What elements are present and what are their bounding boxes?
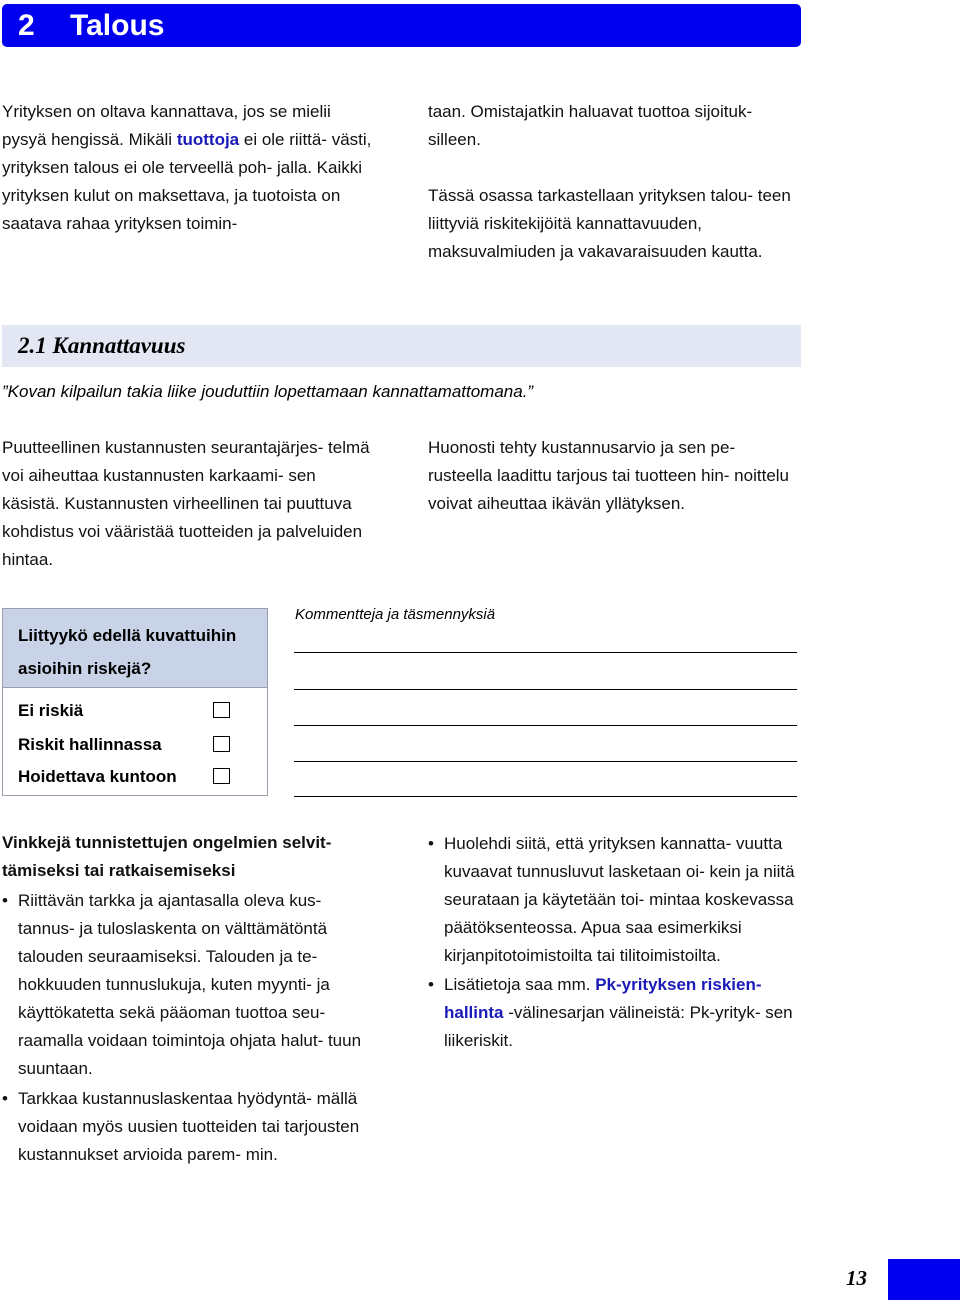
hints-left-list: [2, 887, 374, 1169]
comment-line[interactable]: [294, 652, 797, 653]
quote: ”Kovan kilpailun takia liike jouduttiin lopettamaan kannattamattomana.”: [2, 382, 534, 401]
list-item: • Riittävän tarkka ja ajantasalla oleva kus- tannus- ja tuloslaskenta on välttämätöntä talouden seuraamiseksi. Talouden ja te- hokkuuden tunnuslukuja, kuten myynti- ja käyttökatetta sekä pääoman tuottoa seu- raamalla voidaan toimintoja ohjata halut- tuun suuntaan.: [2, 887, 374, 1083]
list-item: • Lisätietoja saa mm. Pk-yrityksen riskien- hallinta -välinesarjan välineistä: Pk-yrityk- sen liikeriskit.: [428, 971, 800, 1055]
tuottoja-link[interactable]: tuottoja: [176, 130, 240, 149]
option-label-no-risk: Ei riskiä: [18, 701, 84, 720]
page-tab-marker: [888, 1259, 960, 1300]
risk-checklist: [2, 608, 268, 796]
hints-right-column: [428, 830, 800, 1055]
checkbox-no-risk[interactable]: [213, 702, 230, 718]
comment-line[interactable]: [294, 689, 797, 690]
pk-riskienhallinta-link[interactable]: Pk-yrityksen riskien- hallinta: [444, 975, 762, 1022]
hints-left-column: [2, 829, 374, 1169]
option-label-needs-fixing: Hoidettava kuntoon: [18, 767, 177, 786]
section-heading-bar: [2, 325, 801, 367]
comment-line[interactable]: [294, 796, 797, 797]
intro-right-column: [428, 98, 800, 266]
intro-right-paragraph-1: taan. Omistajatkin haluavat tuottoa sijoituk- silleen.: [428, 102, 753, 149]
intro-left-paragraph: Yrityksen on oltava kannattava, jos se mielii pysyä hengissä. Mikäli tuottoja ei ole riittä- västi, yrityksen talous ei ole terveellä poh- jalla. Kaikki yrityksen kulut on maksettava, ja tuotoista on saatava rahaa yrityksen toimin-: [2, 102, 372, 233]
body-right-paragraph: Huonosti tehty kustannusarvio ja sen pe- rusteella laadittu tarjous tai tuotteen hin- noittelu voivat aiheuttaa ikävän yllätyksen.: [428, 438, 790, 513]
hints-right-list: [428, 830, 800, 1055]
list-item: • Huolehdi siitä, että yrityksen kannatta- vuutta kuvaavat tunnusluvut lasketaan oi- kein ja niitä seurataan ja käytetään toi- mintaa koskevassa päätöksenteossa. Apua saa esimerkiksi kirjanpitotoimistoilta tai tilitoimistoilta.: [428, 830, 800, 970]
chapter-title: Talous: [70, 9, 165, 42]
comment-line[interactable]: [294, 761, 797, 762]
checkbox-needs-fixing[interactable]: [213, 768, 230, 784]
comment-line[interactable]: [294, 725, 797, 726]
intro-right-paragraph-2: Tässä osassa tarkastellaan yrityksen talou- teen liittyviä riskitekijöitä kannattavuuden, maksuvalmiuden ja vakavaraisuuden kautta.: [428, 186, 791, 261]
hints-title: Vinkkejä tunnistettujen ongelmien selvit- tämiseksi tai ratkaisemiseksi: [2, 833, 332, 880]
body-left-paragraph: Puutteellinen kustannusten seurantajärjes- telmä voi aiheuttaa kustannusten karkaami- sen käsistä. Kustannusten virheellinen tai puuttuva kohdistus voi vääristää tuotteiden ja palveluiden hintaa.: [2, 438, 370, 569]
chapter-number: 2: [18, 9, 35, 42]
checkbox-risks-managed[interactable]: [213, 736, 230, 752]
section-title: 2.1 Kannattavuus: [18, 333, 186, 358]
page-number: 13: [846, 1266, 867, 1290]
risk-question: Liittyykö edellä kuvattuihin asioihin riskejä?: [18, 626, 237, 678]
risk-question-header: [3, 609, 267, 688]
comments-label: Kommentteja ja täsmennyksiä: [295, 606, 496, 623]
list-item: • Tarkkaa kustannuslaskentaa hyödyntä- mällä voidaan myös uusien tuotteiden tai tarjousten kustannukset arvioida parem- min.: [2, 1085, 374, 1169]
option-label-risks-managed: Riskit hallinnassa: [18, 735, 162, 754]
chapter-banner: [2, 4, 801, 47]
